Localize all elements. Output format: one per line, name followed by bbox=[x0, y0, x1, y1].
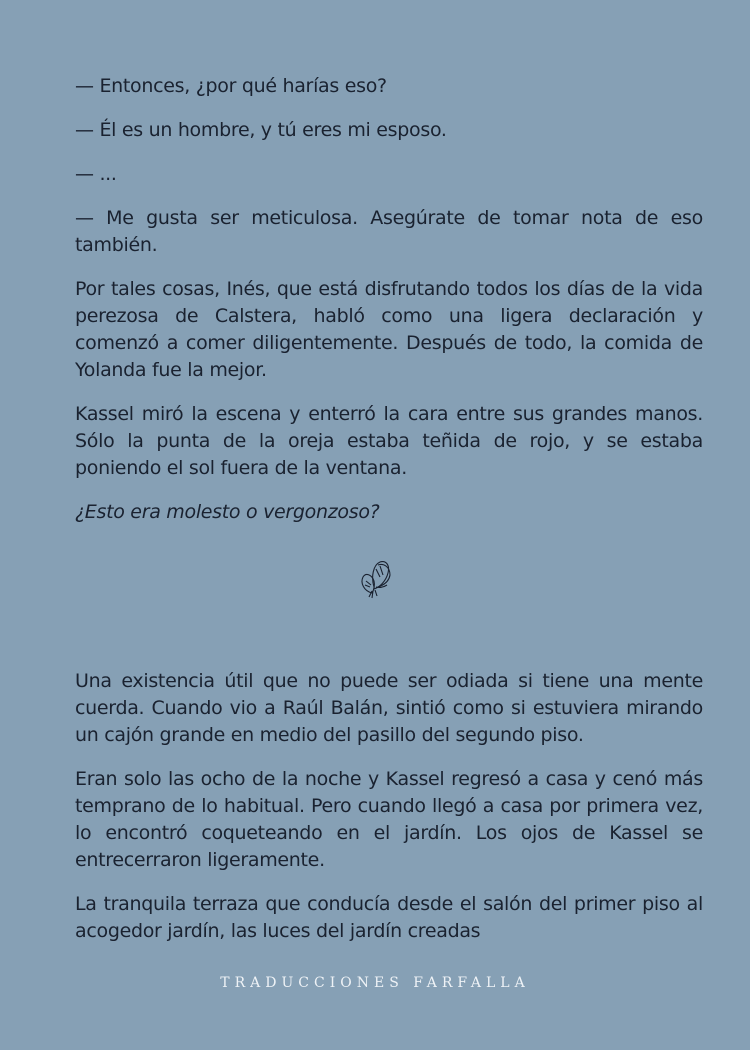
paragraph: Eran solo las ocho de la noche y Kassel regresó a casa y cenó más temprano de lo habitual. Pero cuando llegó a casa por primera vez, lo encontró coqueteando en el jardín. Los ojos de Kassel se entrecerraron ligeramente. bbox=[75, 768, 703, 871]
dialogue-line: — ... bbox=[75, 163, 117, 185]
section-1 bbox=[75, 73, 703, 543]
dialogue-line: — Me gusta ser meticulosa. Asegúrate de tomar nota de eso también. bbox=[75, 207, 703, 256]
section-2 bbox=[75, 668, 703, 962]
paragraph: Una existencia útil que no puede ser odiada si tiene una mente cuerda. Cuando vio a Raúl Balán, sintió como si estuviera mirando un cajón grande en medio del pasillo del segundo piso. bbox=[75, 670, 703, 746]
dialogue-line: — Él es un hombre, y tú eres mi esposo. bbox=[75, 119, 447, 141]
paragraph: Por tales cosas, Inés, que está disfrutando todos los días de la vida perezosa de Calstera, habló como una ligera declaración y comenzó a comer diligentemente. Después de todo, la comida de Yolanda fue la mejor. bbox=[75, 278, 703, 381]
footer-credit: TRADUCCIONES FARFALLA bbox=[220, 975, 530, 991]
paragraph: La tranquila terraza que conducía desde el salón del primer piso al acogedor jardín, las luces del jardín creadas bbox=[75, 893, 703, 942]
paragraph: Kassel miró la escena y enterró la cara entre sus grandes manos. Sólo la punta de la oreja estaba teñida de rojo, y se estaba poniendo el sol fuera de la ventana. bbox=[75, 403, 703, 479]
italic-thought: ¿Esto era molesto o vergonzoso? bbox=[75, 501, 380, 523]
butterfly-icon bbox=[354, 557, 396, 603]
dialogue-line: — Entonces, ¿por qué harías eso? bbox=[75, 75, 387, 97]
